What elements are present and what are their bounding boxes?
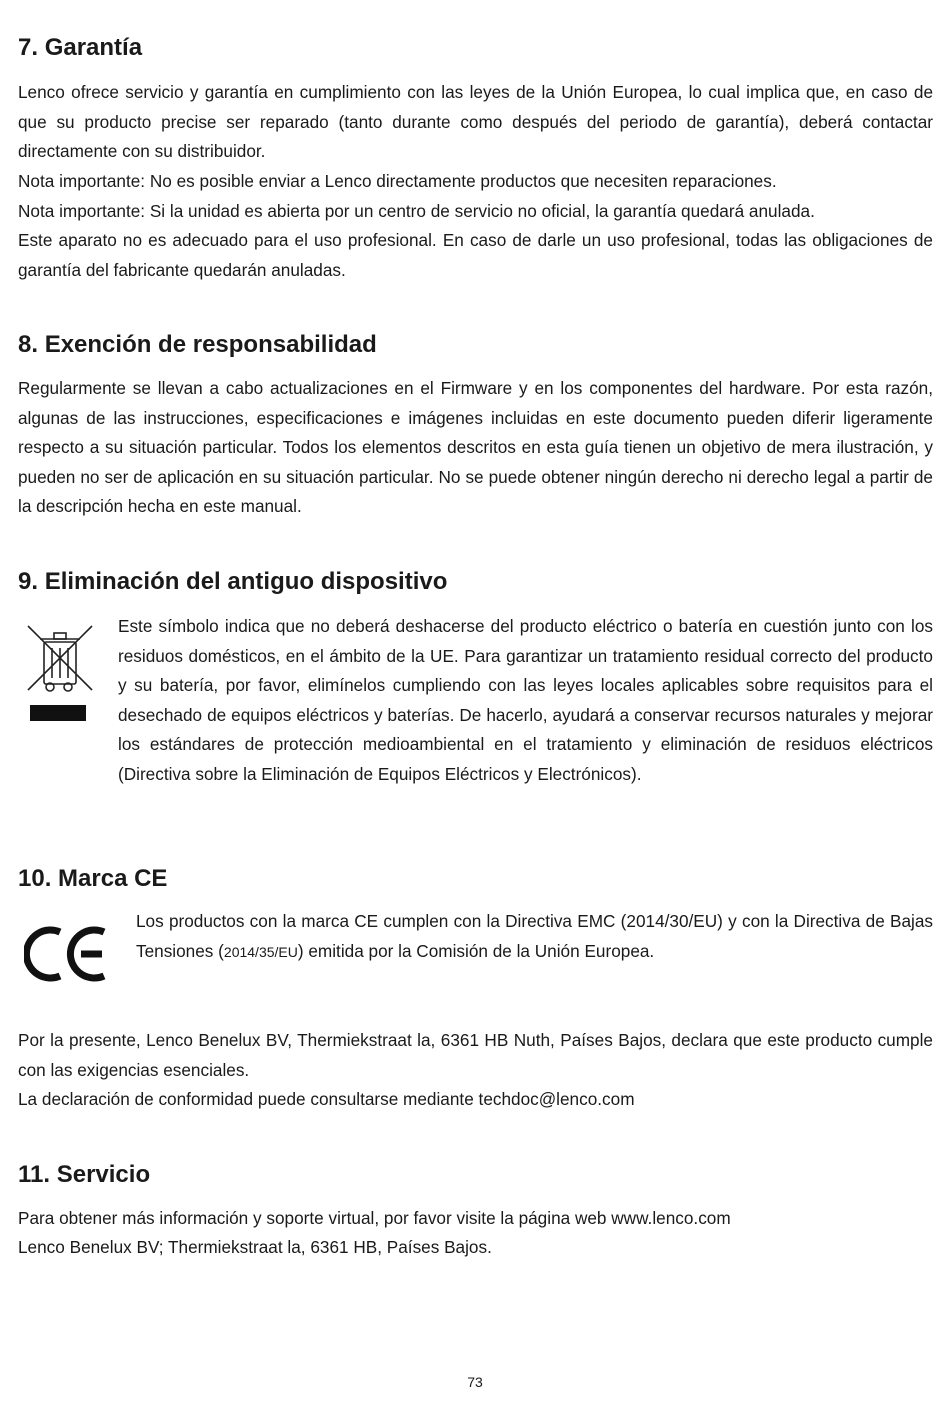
disclaimer-paragraph: Regularmente se llevan a cabo actualizaciones en el Firmware y en los componentes del hardware. Por esta razón, algunas de las instrucciones, especificaciones e imágenes incluidas en este documento pueden diferir ligeramente respecto a su situación particular. Todos los elementos descritos en esta guía tienen un objetivo de mera ilustración, y pueden no ser de aplicación en su situación particular. No se puede obtener ningún derecho ni derecho legal a partir de la descripción hecha en este manual. [18,378,933,517]
ce-paragraph [136,907,933,967]
section-number: 7. [18,34,39,61]
important-note-2: Nota importante: Si la unidad es abierta por un centro de servicio no oficial, la garantía quedará anulada. [18,201,815,221]
page-number: 73 [467,1374,483,1390]
declaration-paragraph: Por la presente, Lenco Benelux BV, Thermiekstraat la, 6361 HB Nuth, Países Bajos, declara que este producto cumple con las exigencias esenciales. [18,1030,933,1080]
disposal-paragraph: Este símbolo indica que no deberá deshacerse del producto eléctrico o batería en cuestión junto con los residuos domésticos, en el ámbito de la UE. Para garantizar un tratamiento residual correcto del producto y su batería, por favor, elimínelos cumpliendo con las leyes locales aplicables sobre requisitos para el desechado de equipos eléctricos y baterías. De hacerlo, ayudará a conservar recursos naturales y mejorar los estándares de protección medioambiental en el tratamiento y eliminación de residuos eléctricos (Directiva sobre la Eliminación de Equipos Eléctricos y Electrónicos). [118,616,933,784]
section-title: Garantía [44,34,143,61]
section-number: 11. [18,1161,51,1188]
conformity-paragraph: La declaración de conformidad puede consultarse mediante techdoc@lenco.com [18,1089,635,1109]
section-8-heading [18,330,377,360]
section-title: Exención de responsabilidad [44,331,377,358]
emc-directive-code: 2014/30/EU [626,911,718,931]
section-7-heading [18,33,142,63]
section-number: 8. [18,331,39,358]
section-title: Servicio [56,1161,151,1188]
service-line-1: Para obtener más información y soporte virtual, por favor visite la página web www.lenco.com [18,1208,731,1228]
ce-text-part: ) emitida por la Comisión de la Unión Europea. [297,940,655,961]
section-11-heading [18,1160,150,1190]
section-title: Eliminación del antiguo dispositivo [44,568,448,595]
lvd-directive-code: 2014/35/EU [223,943,298,960]
ce-mark-icon [24,922,114,986]
section-9-heading [18,567,447,597]
section-number: 10. [18,865,52,892]
ce-text-part: ) y con la Directiva de Bajas Tensiones ( [136,911,933,961]
section-10-heading [18,864,167,894]
ce-text-part: Los productos con la marca CE cumplen con la Directiva EMC ( [136,911,627,931]
service-line-2: Lenco Benelux BV; Thermiekstraat la, 6361 HB, Países Bajos. [18,1237,492,1257]
warranty-paragraph: Lenco ofrece servicio y garantía en cumplimiento con las leyes de la Unión Europea, lo cual implica que, en caso de que su producto precise ser reparado (tanto durante como después del periodo de garantía), deberá contactar directamente con su distribuidor. [18,82,933,162]
section-number: 9. [18,568,39,595]
section-title: Marca CE [58,865,168,892]
weee-bar-icon [30,705,86,721]
important-note-1: Nota importante: No es posible enviar a Lenco directamente productos que necesiten reparaciones. [18,171,777,191]
professional-use-paragraph: Este aparato no es adecuado para el uso profesional. En caso de darle un uso profesional, todas las obligaciones de garantía del fabricante quedarán anuladas. [18,230,933,280]
